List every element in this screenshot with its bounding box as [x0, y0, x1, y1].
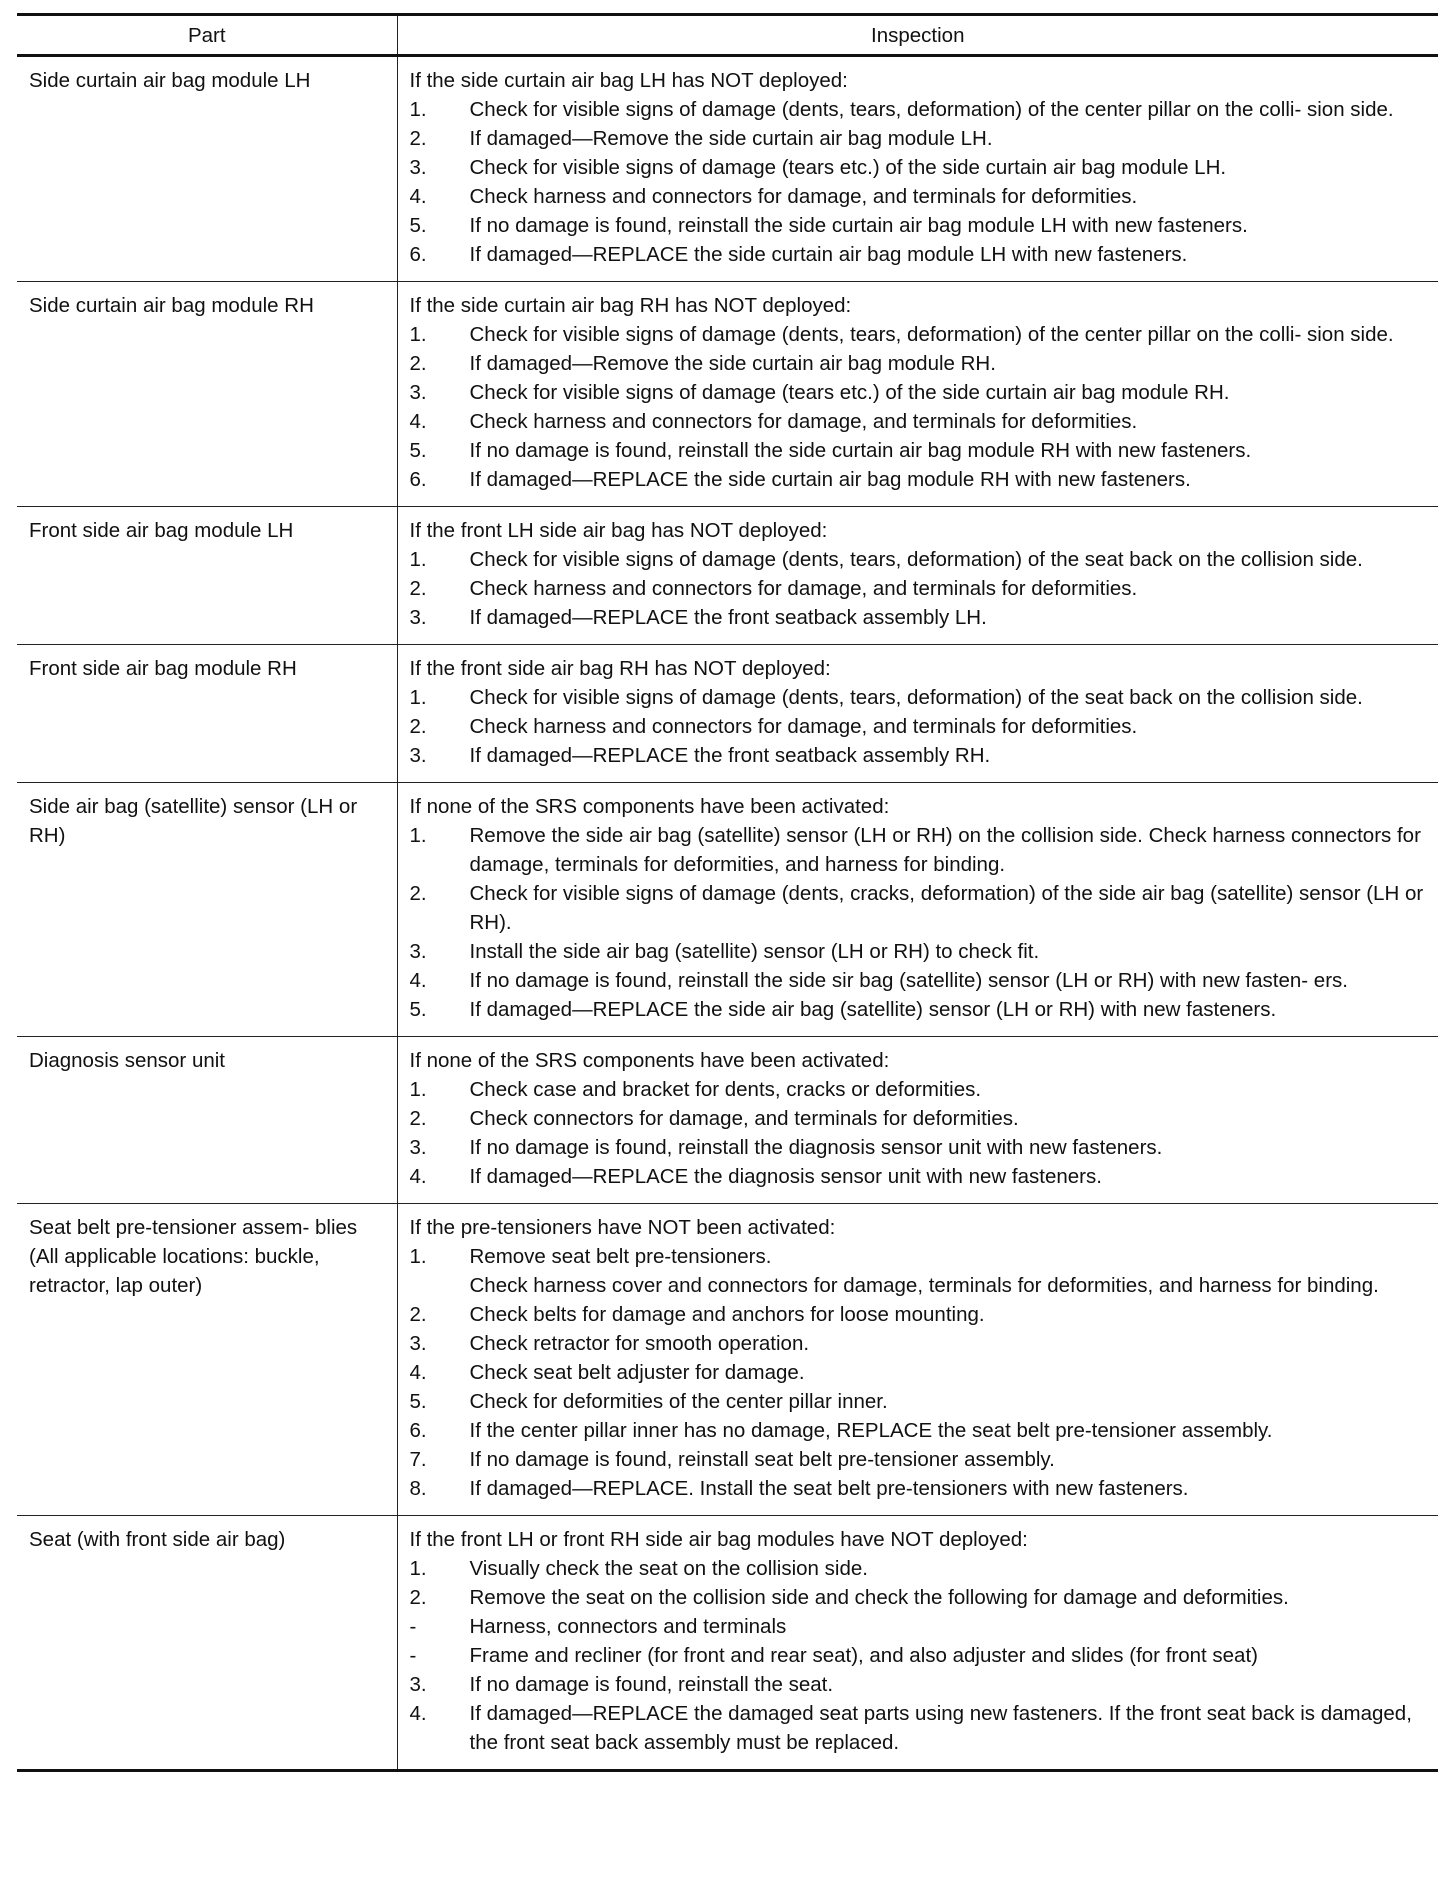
- inspection-step: [410, 436, 1429, 465]
- inspection-step: [410, 1075, 1429, 1104]
- step-text: Check harness and connectors for damage, and terminals for deformities.: [469, 410, 1138, 433]
- inspection-step: [410, 240, 1429, 269]
- step-number: 4.: [409, 969, 427, 992]
- step-number: 4.: [409, 410, 427, 433]
- step-number: 2.: [409, 352, 427, 375]
- inspection-step: [410, 1554, 1429, 1583]
- part-cell: [17, 56, 397, 282]
- step-text: If no damage is found, reinstall the diagnosis sensor unit with new fasteners.: [469, 1136, 1163, 1159]
- inspection-condition: If none of the SRS components have been activated:: [409, 795, 890, 818]
- inspection-step: [410, 1242, 1429, 1271]
- part-name: Front side air bag module LH: [29, 519, 294, 542]
- step-text: Check for visible signs of damage (dents, tears, deformation) of the seat back on the collision side.: [469, 686, 1363, 709]
- step-text: If damaged—Remove the side curtain air bag module RH.: [469, 352, 996, 375]
- inspection-step: [410, 1670, 1429, 1699]
- step-text: If damaged—Remove the side curtain air bag module LH.: [469, 127, 993, 150]
- step-number: 2.: [409, 1303, 427, 1326]
- step-number: 1.: [409, 1245, 427, 1268]
- inspection-step: [410, 683, 1429, 712]
- inspection-step: [410, 1416, 1429, 1445]
- inspection-step: [410, 211, 1429, 240]
- part-name: (All applicable locations: buckle, retractor, lap outer): [29, 1245, 320, 1297]
- step-text: Check for visible signs of damage (tears etc.) of the side curtain air bag module RH.: [469, 381, 1230, 404]
- inspection-step: [410, 1612, 1429, 1641]
- table-row: [17, 282, 1438, 507]
- step-number: 3.: [409, 1332, 427, 1355]
- step-number: 3.: [409, 1136, 427, 1159]
- step-text: Remove seat belt pre-tensioners.: [469, 1245, 772, 1268]
- step-number: 8.: [409, 1477, 427, 1500]
- step-number: 1.: [409, 824, 427, 847]
- inspection-cell: [397, 1516, 1438, 1771]
- inspection-cell: [397, 645, 1438, 783]
- step-text: Check retractor for smooth operation.: [469, 1332, 810, 1355]
- inspection-condition: If none of the SRS components have been activated:: [409, 1049, 890, 1072]
- inspection-cell: [397, 1037, 1438, 1204]
- inspection-cell: [397, 282, 1438, 507]
- step-text: Check case and bracket for dents, cracks or deformities.: [469, 1078, 982, 1101]
- inspection-step: [410, 603, 1429, 632]
- inspection-step: [410, 320, 1429, 349]
- inspection-step: [410, 153, 1429, 182]
- column-header-part: Part: [17, 15, 397, 56]
- step-number: 3.: [409, 744, 427, 767]
- part-cell: [17, 1037, 397, 1204]
- part-name: Side curtain air bag module LH: [29, 69, 311, 92]
- step-number: 4.: [409, 1702, 427, 1725]
- table-row: [17, 783, 1438, 1037]
- inspection-condition: If the side curtain air bag LH has NOT deployed:: [409, 69, 848, 92]
- step-text: If damaged—REPLACE the side curtain air bag module RH with new fasteners.: [469, 468, 1191, 491]
- part-name: Diagnosis sensor unit: [29, 1049, 225, 1072]
- inspection-step: [410, 1104, 1429, 1133]
- table-row: [17, 56, 1438, 282]
- inspection-condition: If the front LH side air bag has NOT deployed:: [409, 519, 828, 542]
- step-text: If damaged—REPLACE the front seatback assembly LH.: [469, 606, 987, 629]
- inspection-step: [410, 1271, 1429, 1300]
- step-text: Check for deformities of the center pillar inner.: [469, 1390, 888, 1413]
- step-number: 5.: [409, 1390, 427, 1413]
- inspection-step: [410, 937, 1429, 966]
- step-number: 5.: [409, 439, 427, 462]
- inspection-step: [410, 124, 1429, 153]
- step-text: Check for visible signs of damage (dents, cracks, deformation) of the side air bag (satellite) sensor (LH or RH).: [469, 882, 1424, 934]
- step-number: 3.: [409, 940, 427, 963]
- step-text: If damaged—REPLACE. Install the seat belt pre-tensioners with new fasteners.: [469, 1477, 1189, 1500]
- inspection-condition: If the front LH or front RH side air bag modules have NOT deployed:: [409, 1528, 1028, 1551]
- step-number: 4.: [409, 1361, 427, 1384]
- step-text: If damaged—REPLACE the front seatback assembly RH.: [469, 744, 991, 767]
- step-number: 1.: [409, 323, 427, 346]
- step-text: If no damage is found, reinstall the side curtain air bag module RH with new fasteners.: [469, 439, 1252, 462]
- step-text: Check for visible signs of damage (dents, tears, deformation) of the center pillar on the colli- sion side.: [469, 323, 1394, 346]
- inspection-condition: If the side curtain air bag RH has NOT deployed:: [409, 294, 852, 317]
- step-number: 5.: [409, 214, 427, 237]
- step-number: 1.: [409, 98, 427, 121]
- inspection-step: [410, 821, 1429, 879]
- part-cell: [17, 282, 397, 507]
- inspection-table: [17, 13, 1438, 1772]
- inspection-step: [410, 1474, 1429, 1503]
- inspection-step: [410, 1329, 1429, 1358]
- inspection-step: [410, 995, 1429, 1024]
- step-number: 3.: [409, 606, 427, 629]
- step-number: 3.: [409, 381, 427, 404]
- part-name: Side curtain air bag module RH: [29, 294, 314, 317]
- step-number: 6.: [409, 468, 427, 491]
- step-text: If no damage is found, reinstall the side sir bag (satellite) sensor (LH or RH) with new fasten- ers.: [469, 969, 1348, 992]
- part-cell: [17, 1516, 397, 1771]
- inspection-step: [410, 1133, 1429, 1162]
- step-text: Remove the seat on the collision side and check the following for damage and deformities.: [469, 1586, 1289, 1609]
- step-number: 4.: [409, 185, 427, 208]
- step-number: 3.: [409, 1673, 427, 1696]
- step-number: 2.: [409, 1107, 427, 1130]
- inspection-cell: [397, 1204, 1438, 1516]
- step-number: 2.: [409, 882, 427, 905]
- inspection-step: [410, 574, 1429, 603]
- inspection-step: [410, 966, 1429, 995]
- step-number: 2.: [409, 127, 427, 150]
- table-row: [17, 1204, 1438, 1516]
- inspection-step: [410, 1699, 1429, 1757]
- step-text: Harness, connectors and terminals: [469, 1615, 787, 1638]
- step-text: Check belts for damage and anchors for loose mounting.: [469, 1303, 985, 1326]
- inspection-step: [410, 95, 1429, 124]
- step-text: Check harness and connectors for damage, and terminals for deformities.: [469, 577, 1138, 600]
- inspection-cell: [397, 783, 1438, 1037]
- step-text: If the center pillar inner has no damage, REPLACE the seat belt pre-tensioner assembly.: [469, 1419, 1273, 1442]
- table-body: [17, 56, 1438, 1771]
- table-row: [17, 645, 1438, 783]
- inspection-step: [410, 545, 1429, 574]
- step-number: 6.: [409, 1419, 427, 1442]
- step-number: 1.: [409, 1557, 427, 1580]
- column-header-inspection: Inspection: [397, 15, 1438, 56]
- inspection-step: [410, 712, 1429, 741]
- inspection-cell: [397, 507, 1438, 645]
- inspection-step: [410, 1162, 1429, 1191]
- inspection-step: [410, 349, 1429, 378]
- step-text: Frame and recliner (for front and rear seat), and also adjuster and slides (for front seat): [469, 1644, 1258, 1667]
- step-text: Check for visible signs of damage (dents, tears, deformation) of the seat back on the collision side.: [469, 548, 1363, 571]
- inspection-step: [410, 1358, 1429, 1387]
- step-text: Check harness and connectors for damage, and terminals for deformities.: [469, 715, 1138, 738]
- inspection-step: [410, 1641, 1429, 1670]
- step-text: Check harness and connectors for damage, and terminals for deformities.: [469, 185, 1138, 208]
- step-text: If damaged—REPLACE the damaged seat parts using new fasteners. If the front seat back is damaged, the front seat back assembly must be replaced.: [469, 1702, 1412, 1754]
- inspection-condition: If the front side air bag RH has NOT deployed:: [409, 657, 831, 680]
- table-row: [17, 1037, 1438, 1204]
- step-text: Check seat belt adjuster for damage.: [469, 1361, 805, 1384]
- part-name: Seat belt pre-tensioner assem- blies: [29, 1216, 358, 1239]
- table-header-row: [17, 15, 1438, 56]
- step-number: 1.: [409, 548, 427, 571]
- part-cell: [17, 783, 397, 1037]
- step-text: Visually check the seat on the collision side.: [469, 1557, 868, 1580]
- step-text: Remove the side air bag (satellite) sensor (LH or RH) on the collision side. Check harness connectors for damage, terminals for deformities, and harness for binding.: [469, 824, 1421, 876]
- step-number: 2.: [409, 715, 427, 738]
- inspection-step: [410, 407, 1429, 436]
- step-text: Install the side air bag (satellite) sensor (LH or RH) to check fit.: [469, 940, 1040, 963]
- inspection-step: [410, 1583, 1429, 1612]
- part-cell: [17, 507, 397, 645]
- inspection-cell: [397, 56, 1438, 282]
- step-text: If no damage is found, reinstall seat belt pre-tensioner assembly.: [469, 1448, 1055, 1471]
- step-text: If damaged—REPLACE the side curtain air bag module LH with new fasteners.: [469, 243, 1188, 266]
- step-number: 1.: [409, 686, 427, 709]
- step-number: -: [409, 1644, 417, 1667]
- step-text: If no damage is found, reinstall the side curtain air bag module LH with new fasteners.: [469, 214, 1248, 237]
- inspection-step: [410, 1300, 1429, 1329]
- step-number: 6.: [409, 243, 427, 266]
- step-number: -: [409, 1615, 417, 1638]
- step-text: If damaged—REPLACE the side air bag (satellite) sensor (LH or RH) with new fasteners.: [469, 998, 1277, 1021]
- step-text: Check for visible signs of damage (dents, tears, deformation) of the center pillar on the colli- sion side.: [469, 98, 1394, 121]
- inspection-step: [410, 182, 1429, 211]
- step-number: 2.: [409, 577, 427, 600]
- inspection-step: [410, 741, 1429, 770]
- inspection-step: [410, 1445, 1429, 1474]
- table-row: [17, 1516, 1438, 1771]
- inspection-step: [410, 378, 1429, 407]
- inspection-step: [410, 879, 1429, 937]
- step-text: Check connectors for damage, and terminals for deformities.: [469, 1107, 1019, 1130]
- step-number: 3.: [409, 156, 427, 179]
- step-number: 2.: [409, 1586, 427, 1609]
- step-number: 1.: [409, 1078, 427, 1101]
- table-row: [17, 507, 1438, 645]
- inspection-step: [410, 1387, 1429, 1416]
- step-text: Check for visible signs of damage (tears etc.) of the side curtain air bag module LH.: [469, 156, 1227, 179]
- part-name: Seat (with front side air bag): [29, 1528, 286, 1551]
- step-number: 5.: [409, 998, 427, 1021]
- step-text: If damaged—REPLACE the diagnosis sensor unit with new fasteners.: [469, 1165, 1102, 1188]
- part-cell: [17, 645, 397, 783]
- inspection-step: [410, 465, 1429, 494]
- part-cell: [17, 1204, 397, 1516]
- part-name: Front side air bag module RH: [29, 657, 297, 680]
- part-name: Side air bag (satellite) sensor (LH or RH): [29, 795, 358, 847]
- step-number: 4.: [409, 1165, 427, 1188]
- step-text: If no damage is found, reinstall the seat.: [469, 1673, 834, 1696]
- inspection-condition: If the pre-tensioners have NOT been activated:: [409, 1216, 836, 1239]
- step-text: Check harness cover and connectors for damage, terminals for deformities, and harness for binding.: [469, 1274, 1379, 1297]
- step-number: 7.: [409, 1448, 427, 1471]
